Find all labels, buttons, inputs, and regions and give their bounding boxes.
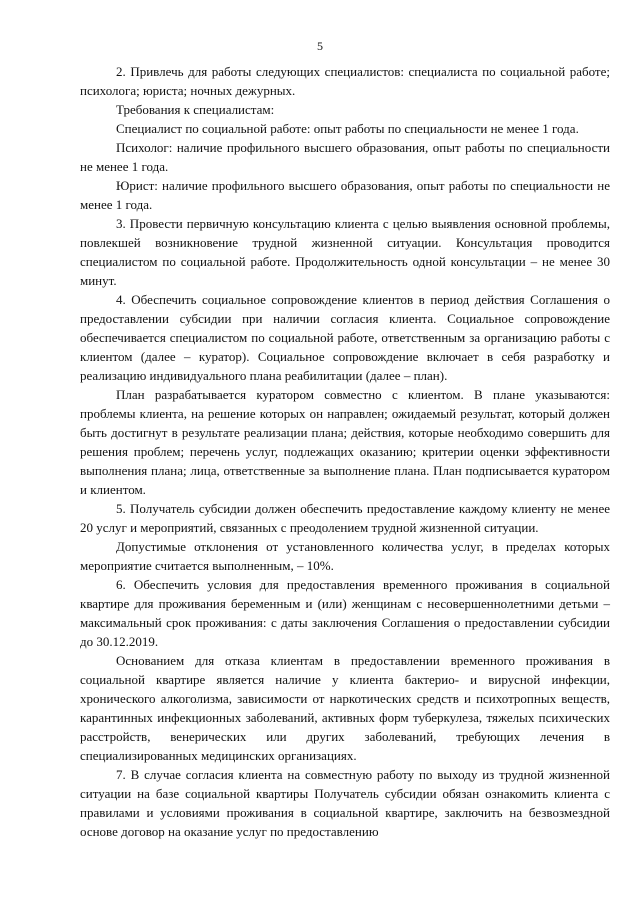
paragraph-item-2-specialists: 2. Привлечь для работы следующих специалистов: специалиста по социальной работе; психолога; юриста; ночных дежурных.	[80, 64, 610, 98]
paragraph-requirements-heading: Требования к специалистам:	[116, 102, 275, 117]
paragraph-refusal-grounds: Основанием для отказа клиентам в предоставлении временного проживания в социальной квартире является наличие у клиента бактерио- и вирусной инфекции, хронического алкоголизма, зависимости от наркотических средств и психотропных веществ, карантинных инфекционных заболеваний, активных форм туберкулеза, тяжелых психических расстройств, венерических или других заболеваний, требующих лечения в специализированных медицинских организациях.	[80, 653, 610, 763]
document-body	[80, 62, 610, 841]
page-number: 5	[317, 39, 323, 53]
paragraph-plan-details: План разрабатывается куратором совместно с клиентом. В плане указываются: проблемы клиента, на решение которых он направлен; ожидаемый результат, который должен быть достигнут в результате реализации плана; действия, которые необходимо совершить для решения проблем; перечень услуг, подлежащих оказанию; критерии оценки эффективности выполнения плана; лица, ответственные за выполнение плана. План подписывается куратором и клиентом.	[80, 387, 610, 497]
paragraph-item-7-agreement: 7. В случае согласия клиента на совместную работу по выходу из трудной жизненной ситуации на базе социальной квартиры Получатель субсидии обязан ознакомить клиента с правилами и условиями проживания в социальной квартире, заключить на безвозмездной основе договор на оказание услуг по предоставлению	[80, 767, 610, 839]
paragraph-item-5-services: 5. Получатель субсидии должен обеспечить предоставление каждому клиенту не менее 20 услуг и мероприятий, связанных с преодолением трудной жизненной ситуации.	[80, 501, 610, 535]
paragraph-item-6-housing: 6. Обеспечить условия для предоставления временного проживания в социальной квартире для проживания беременным и (или) женщинам с несовершеннолетними детьми – максимальный срок проживания: с даты заключения Соглашения о предоставлении субсидии до 30.12.2019.	[80, 577, 610, 649]
paragraph-item-4-support: 4. Обеспечить социальное сопровождение клиентов в период действия Соглашения о предоставлении субсидии при наличии согласия клиента. Социальное сопровождение обеспечивается специалистом по социальной работе, ответственным за организацию работы с клиентом (далее – куратор). Социальное сопровождение включает в себя разработку и реализацию индивидуального плана реабилитации (далее – план).	[80, 292, 610, 383]
paragraph-psychologist-req: Психолог: наличие профильного высшего образования, опыт работы по специальности не менее 1 года.	[80, 140, 610, 174]
paragraph-lawyer-req: Юрист: наличие профильного высшего образования, опыт работы по специальности не менее 1 года.	[80, 178, 610, 212]
paragraph-item-3-consultation: 3. Провести первичную консультацию клиента с целью выявления основной проблемы, повлекшей возникновение трудной жизненной ситуации. Консультация проводится специалистом по социальной работе. Продолжительность одной консультации – не менее 30 минут.	[80, 216, 610, 288]
paragraph-social-worker-req: Специалист по социальной работе: опыт работы по специальности не менее 1 года.	[116, 121, 579, 136]
paragraph-allowed-deviation: Допустимые отклонения от установленного количества услуг, в пределах которых мероприятие считается выполненным, – 10%.	[80, 539, 610, 573]
